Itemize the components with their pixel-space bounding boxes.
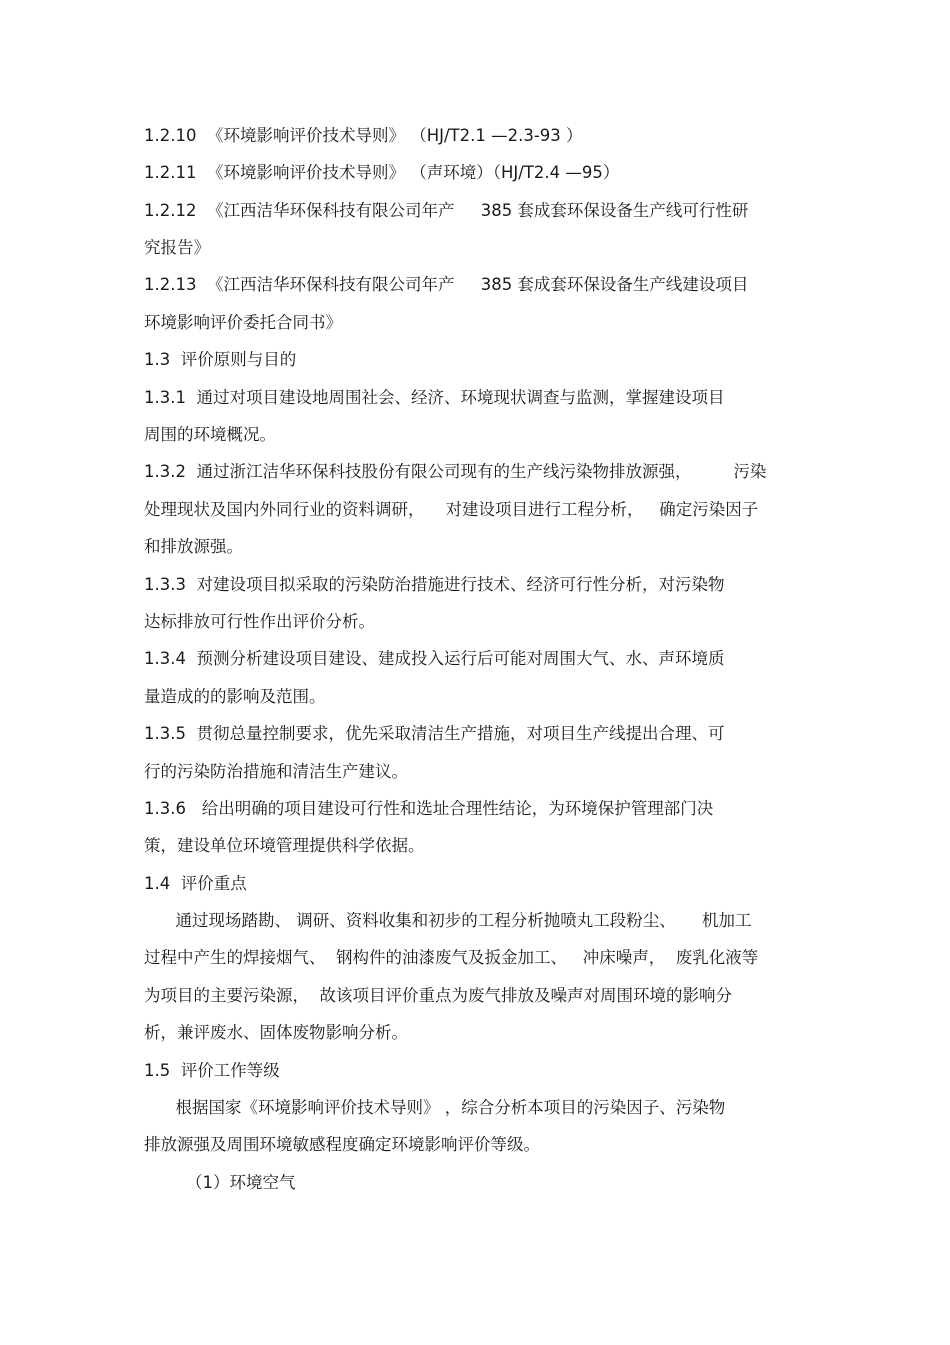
item-1-3-3: 1.3.3 对建设项目拟采取的污染防治措施进行技术、经济可行性分析，对污染物 bbox=[144, 575, 725, 594]
ref-1-2-10: 1.2.10 《环境影响评价技术导则》 （HJ/T2.1 —2.3-93 ） bbox=[144, 126, 583, 145]
heading-1-4: 1.4 评价重点 bbox=[144, 874, 247, 893]
item-1-3-4: 1.3.4 预测分析建设项目建设、建成投入运行后可能对周围大气、水、声环境质 bbox=[144, 649, 725, 668]
para-1-4-line4: 析，兼评废水、固体废物影响分析。 bbox=[144, 1023, 408, 1042]
para-1-4-line1: 通过现场踏勘、 调研、资料收集和初步的工程分析抛喷丸工段粉尘、 机加工 bbox=[144, 911, 752, 930]
ref-1-2-13: 1.2.13 《江西洁华环保科技有限公司年产 385 套成套环保设备生产线建设项目 bbox=[144, 275, 749, 294]
ref-1-2-12-cont: 究报告》 bbox=[144, 238, 210, 257]
para-1-5-line1: 根据国家《环境影响评价技术导则》 ，综合分析本项目的污染因子、污染物 bbox=[144, 1098, 726, 1117]
subitem-air: （1）环境空气 bbox=[144, 1173, 296, 1192]
ref-1-2-11: 1.2.11 《环境影响评价技术导则》 （声环境）（HJ/T2.4 —95） bbox=[144, 163, 620, 182]
item-1-3-2: 1.3.2 通过浙江洁华环保科技股份有限公司现有的生产线污染物排放源强， 污染 bbox=[144, 462, 767, 481]
heading-1-3: 1.3 评价原则与目的 bbox=[144, 350, 297, 369]
item-1-3-2-cont: 处理现状及国内外同行业的资料调研， 对建设项目进行工程分析， 确定污染因子 bbox=[144, 500, 759, 519]
item-1-3-1: 1.3.1 通过对项目建设地周围社会、经济、环境现状调查与监测，掌握建设项目 bbox=[144, 388, 725, 407]
para-1-4-line2: 过程中产生的焊接烟气、 钢构件的油漆废气及扳金加工、 冲床噪声， 废乳化液等 bbox=[144, 948, 759, 967]
item-1-3-1-cont: 周围的环境概况。 bbox=[144, 425, 276, 444]
ref-1-2-12: 1.2.12 《江西洁华环保科技有限公司年产 385 套成套环保设备生产线可行性研 bbox=[144, 201, 749, 220]
item-1-3-6-cont: 策，建设单位环境管理提供科学依据。 bbox=[144, 836, 425, 855]
heading-1-5: 1.5 评价工作等级 bbox=[144, 1061, 280, 1080]
item-1-3-5: 1.3.5 贯彻总量控制要求，优先采取清洁生产措施，对项目生产线提出合理、可 bbox=[144, 724, 725, 743]
item-1-3-6: 1.3.6 给出明确的项目建设可行性和选址合理性结论，为环境保护管理部门决 bbox=[144, 799, 714, 818]
ref-1-2-13-cont: 环境影响评价委托合同书》 bbox=[144, 313, 342, 332]
item-1-3-3-cont: 达标排放可行性作出评价分析。 bbox=[144, 612, 375, 631]
item-1-3-5-cont: 行的污染防治措施和清洁生产建议。 bbox=[144, 762, 408, 781]
para-1-5-line2: 排放源强及周围环境敏感程度确定环境影响评价等级。 bbox=[144, 1135, 540, 1154]
item-1-3-2-cont2: 和排放源强。 bbox=[144, 537, 243, 556]
item-1-3-4-cont: 量造成的的影响及范围。 bbox=[144, 687, 326, 706]
para-1-4-line3: 为项目的主要污染源， 故该项目评价重点为废气排放及噪声对周围环境的影响分 bbox=[144, 986, 732, 1005]
